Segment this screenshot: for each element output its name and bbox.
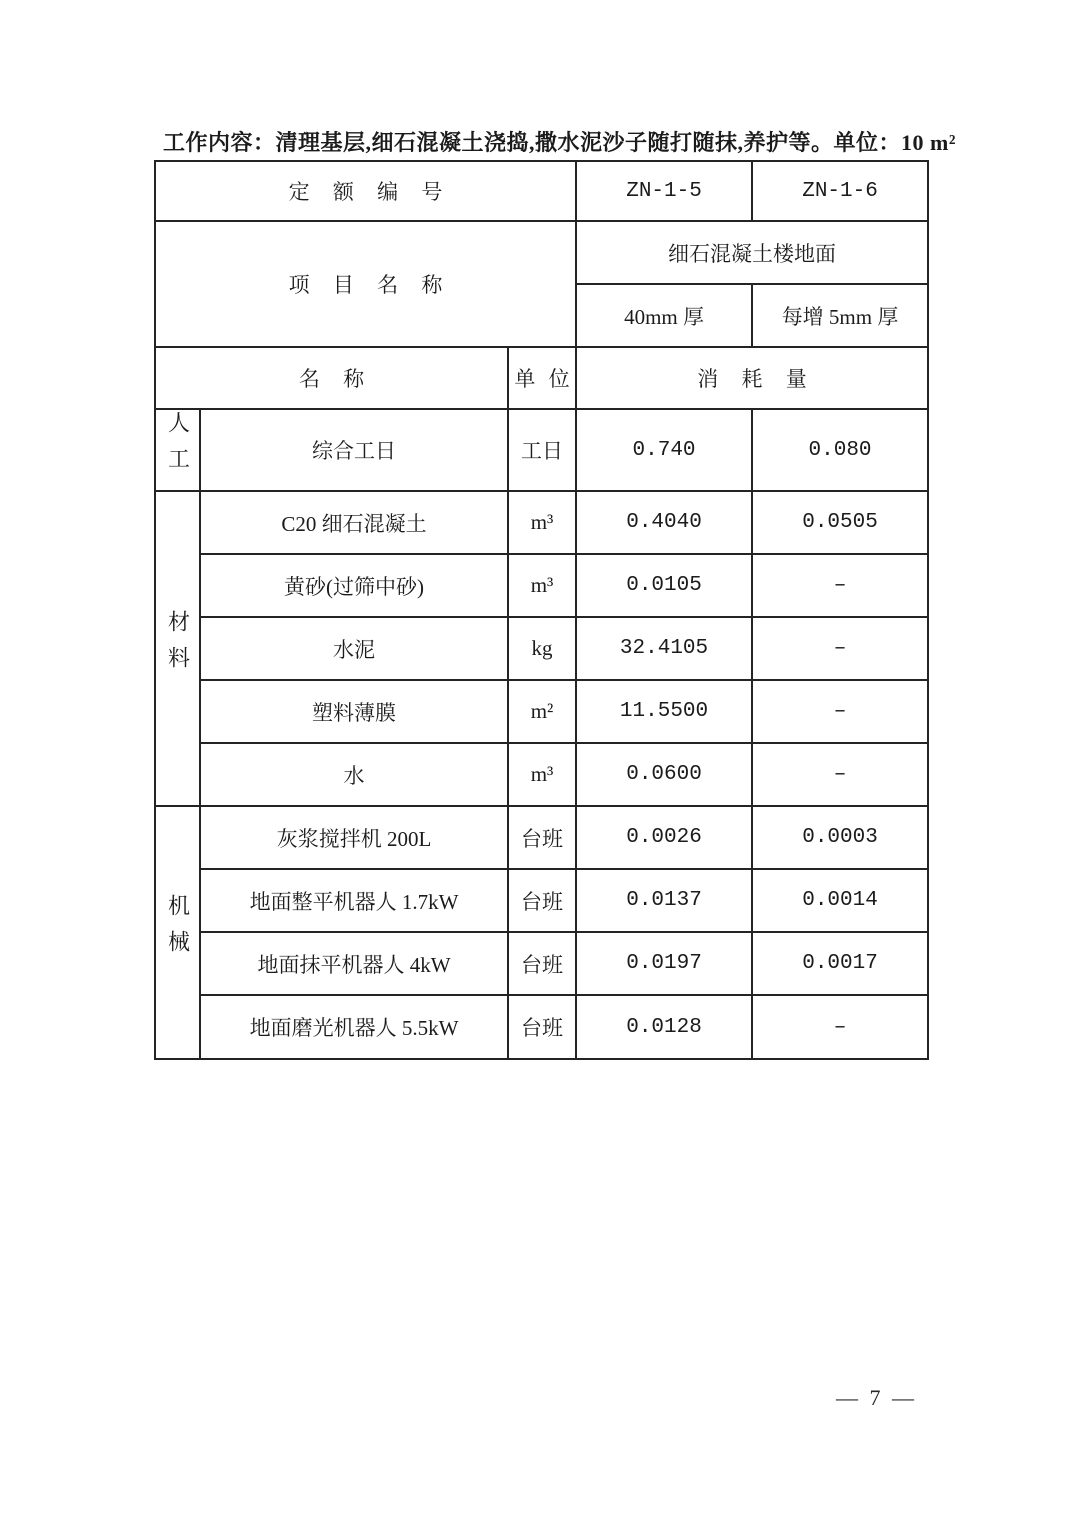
table-row <box>155 680 928 743</box>
row-name: 灰浆搅拌机 200L <box>200 806 508 869</box>
row-unit: 台班 <box>508 806 576 869</box>
row-unit: kg <box>508 617 576 680</box>
row-value-2: 0.0014 <box>752 869 928 932</box>
table-row <box>155 806 928 869</box>
labor-category-label: 人工 <box>165 411 191 483</box>
page-number: — 7 — <box>836 1385 917 1410</box>
table-row <box>155 932 928 995</box>
consumption-column-label: 消 耗 量 <box>576 347 928 409</box>
labor-category-cell <box>155 409 200 491</box>
row-value-2: – <box>752 995 928 1059</box>
row-value-1: 0.0128 <box>576 995 752 1059</box>
row-value-1: 0.0105 <box>576 554 752 617</box>
row-value-1: 11.5500 <box>576 680 752 743</box>
row-name: 塑料薄膜 <box>200 680 508 743</box>
table-row <box>155 995 928 1059</box>
thickness-40mm-header: 40mm 厚 <box>576 284 752 347</box>
unit-column-label: 单 位 <box>508 347 576 409</box>
row-name: 地面整平机器人 1.7kW <box>200 869 508 932</box>
table-row <box>155 869 928 932</box>
machine-category-cell <box>155 806 200 1059</box>
row-value-2: – <box>752 617 928 680</box>
column-header-row <box>155 347 928 409</box>
row-value-1: 0.0026 <box>576 806 752 869</box>
row-name: 水泥 <box>200 617 508 680</box>
name-column-label: 名 称 <box>155 347 508 409</box>
quota-code-2: ZN-1-6 <box>752 161 928 221</box>
row-value-2: 0.0505 <box>752 491 928 554</box>
row-name: 地面磨光机器人 5.5kW <box>200 995 508 1059</box>
row-name: 地面抹平机器人 4kW <box>200 932 508 995</box>
row-unit: 工日 <box>508 409 576 491</box>
table-caption-line <box>163 126 956 157</box>
row-name: 水 <box>200 743 508 806</box>
project-group-row <box>155 221 928 284</box>
row-unit: m³ <box>508 554 576 617</box>
row-unit: 台班 <box>508 869 576 932</box>
row-value-1: 0.740 <box>576 409 752 491</box>
row-unit: m² <box>508 680 576 743</box>
row-value-2: – <box>752 680 928 743</box>
quota-number-row <box>155 161 928 221</box>
table-row <box>155 617 928 680</box>
row-value-2: 0.0017 <box>752 932 928 995</box>
row-unit: 台班 <box>508 995 576 1059</box>
row-name: C20 细石混凝土 <box>200 491 508 554</box>
project-group-header: 细石混凝土楼地面 <box>576 221 928 284</box>
quota-table <box>154 160 929 1060</box>
work-content-text: 工作内容：清理基层,细石混凝土浇捣,撒水泥沙子随打随抹,养护等。 <box>163 130 834 155</box>
row-value-1: 0.0600 <box>576 743 752 806</box>
quota-code-1: ZN-1-5 <box>576 161 752 221</box>
project-name-label: 项 目 名 称 <box>155 221 576 347</box>
table-row <box>155 554 928 617</box>
row-value-2: 0.0003 <box>752 806 928 869</box>
quota-number-label: 定 额 编 号 <box>155 161 576 221</box>
row-name: 黄砂(过筛中砂) <box>200 554 508 617</box>
table-row-labor <box>155 409 928 491</box>
machine-category-label: 机械 <box>165 893 191 966</box>
material-category-cell <box>155 491 200 806</box>
row-value-1: 0.0137 <box>576 869 752 932</box>
row-value-2: – <box>752 743 928 806</box>
table-row <box>155 491 928 554</box>
row-name: 综合工日 <box>200 409 508 491</box>
row-value-1: 0.0197 <box>576 932 752 995</box>
row-unit: m³ <box>508 491 576 554</box>
table-row <box>155 743 928 806</box>
unit-note: 单位：10 m² <box>833 130 956 155</box>
row-unit: 台班 <box>508 932 576 995</box>
row-value-2: 0.080 <box>752 409 928 491</box>
row-value-1: 32.4105 <box>576 617 752 680</box>
row-value-2: – <box>752 554 928 617</box>
thickness-add-5mm-header: 每增 5mm 厚 <box>752 284 928 347</box>
row-value-1: 0.4040 <box>576 491 752 554</box>
row-unit: m³ <box>508 743 576 806</box>
material-category-label: 材料 <box>165 609 191 682</box>
